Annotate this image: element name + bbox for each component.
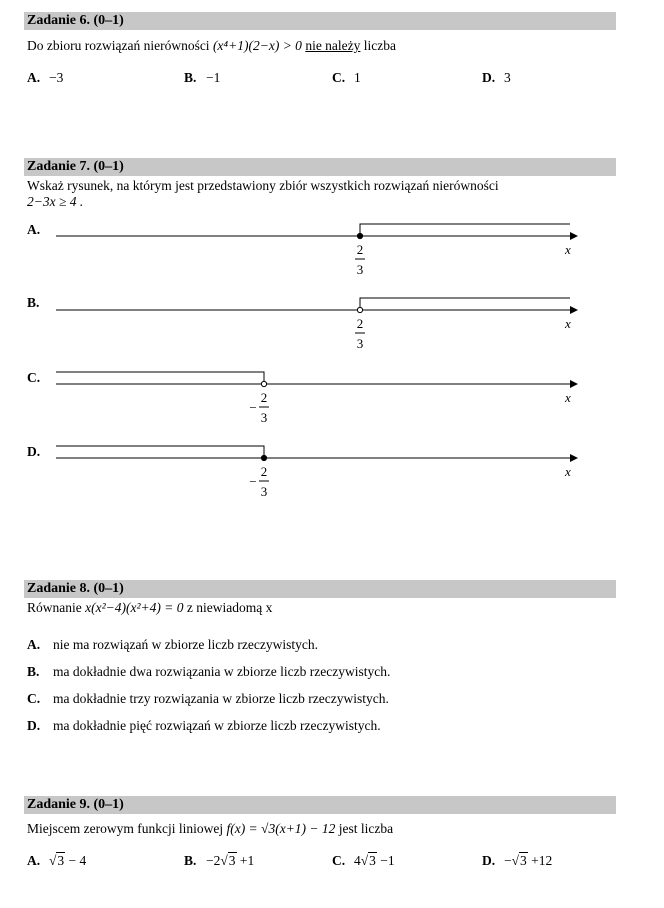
task-6-answer-d-value: 3 — [504, 70, 511, 85]
task-7-option-d-letter[interactable]: D. — [27, 444, 41, 459]
task-8-option-b-text: ma dokładnie dwa rozwiązania w zbiorze liczb rzeczywistych. — [53, 664, 391, 679]
task-9-question — [27, 821, 393, 837]
task-7-title: Zadanie 7. (0–1) — [27, 159, 124, 174]
task-7-option-a-numerator: 2 — [356, 242, 364, 257]
task-9-answer-c-pre: 4 — [354, 853, 361, 868]
task-6-answer-b-letter: B. — [184, 70, 197, 85]
task-6-answer-a-letter: A. — [27, 70, 41, 85]
task-9-answer-c-letter: C. — [332, 853, 346, 868]
task-8-option-c[interactable] — [27, 691, 389, 707]
task-9-answer-b-radicand: 3 — [228, 853, 236, 868]
task-9-answer-d-letter: D. — [482, 853, 496, 868]
task-8-option-a-letter: A. — [27, 637, 41, 652]
task-9-title: Zadanie 9. (0–1) — [27, 797, 124, 812]
task-6-question-post: liczba — [360, 38, 397, 53]
task-9-answer-b[interactable]: B. −2√3 +1 — [184, 853, 255, 868]
task-9-answer-c-radicand: 3 — [369, 853, 376, 868]
task-8-option-a[interactable] — [27, 637, 318, 653]
task-6-answer-b-value: −1 — [206, 70, 221, 85]
task-6-answer-b[interactable] — [184, 70, 220, 86]
task-9-answer-a-radicand: 3 — [57, 853, 65, 868]
task-7-option-d-minus: − — [249, 474, 257, 489]
task-9-answer-d-radicand: 3 — [520, 853, 527, 868]
task-9-answer-d[interactable]: D. −√3 +12 — [482, 853, 553, 868]
task-9-answer-a-post: − 4 — [65, 853, 87, 868]
task-7-option-a-denominator: 3 — [356, 262, 364, 277]
task-7-option-c-denominator: 3 — [260, 410, 268, 425]
task-7-option-b-axis-label: x — [565, 316, 571, 331]
task-7-option-c-axis-label: x — [565, 390, 571, 405]
task-9-answer-c[interactable]: C. 4√3 −1 — [332, 853, 395, 868]
task-7-question-line1: Wskaż rysunek, na którym jest przedstawiony zbiór wszystkich rozwiązań nierówności — [27, 178, 499, 193]
task-7-option-c-numerator: 2 — [260, 390, 268, 405]
task-6-inequality: (x⁴+1)(2−x) > 0 — [212, 38, 302, 53]
task-7-option-b-number-line[interactable] — [50, 292, 580, 352]
task-7-option-d-denominator: 3 — [260, 484, 268, 499]
task-7-option-a-axis-label: x — [565, 242, 571, 257]
task-6-answer-a-value: −3 — [49, 70, 64, 85]
task-7-option-a-number-line[interactable] — [50, 218, 580, 278]
task-9-question-pre: Miejscem zerowym funkcji liniowej — [27, 821, 227, 836]
task-8-option-d[interactable] — [27, 718, 381, 734]
task-6-title: Zadanie 6. (0–1) — [27, 13, 124, 28]
task-9-answer-d-pre: − — [504, 853, 512, 868]
task-9-answer-b-post: +1 — [236, 853, 255, 868]
task-8-option-d-letter: D. — [27, 718, 41, 733]
task-8-question — [27, 600, 272, 616]
task-8-equation: x(x²−4)(x²+4) = 0 — [85, 600, 184, 615]
task-6-answer-c-letter: C. — [332, 70, 346, 85]
task-6-answer-a[interactable] — [27, 70, 63, 86]
task-7-question-line2: 2−3x ≥ 4 . — [27, 194, 84, 209]
task-7-option-b-numerator: 2 — [356, 316, 364, 331]
task-7-option-c-letter[interactable]: C. — [27, 370, 41, 385]
task-9-question-post: jest liczba — [335, 821, 394, 836]
task-6-answer-d[interactable] — [482, 70, 511, 86]
task-6-answer-c[interactable] — [332, 70, 361, 86]
task-6-not-belong: nie należy — [305, 38, 361, 53]
task-9-answer-a[interactable]: A. √3 − 4 — [27, 853, 87, 868]
task-9-answer-c-post: −1 — [376, 853, 395, 868]
task-8-option-b-letter: B. — [27, 664, 40, 679]
task-6-question — [27, 38, 396, 54]
task-6-answer-c-value: 1 — [354, 70, 361, 85]
task-8-question-pre: Równanie — [27, 600, 86, 615]
task-9-answer-a-letter: A. — [27, 853, 41, 868]
task-7-option-a-letter[interactable]: A. — [27, 222, 41, 237]
task-7-option-d-axis-label: x — [565, 464, 571, 479]
task-7-option-d-numerator: 2 — [260, 464, 268, 479]
task-8-option-a-text: nie ma rozwiązań w zbiorze liczb rzeczywistych. — [53, 637, 318, 652]
task-8-question-post: z niewiadomą x — [183, 600, 273, 615]
task-6-answer-d-letter: D. — [482, 70, 496, 85]
task-7-option-d-number-line[interactable] — [50, 440, 580, 500]
task-9-answer-b-letter: B. — [184, 853, 197, 868]
task-8-option-c-text: ma dokładnie trzy rozwiązania w zbiorze liczb rzeczywistych. — [53, 691, 389, 706]
task-7-option-c-number-line[interactable] — [50, 366, 580, 426]
task-9-function: f(x) = √3(x+1) − 12 — [226, 821, 336, 836]
task-8-title: Zadanie 8. (0–1) — [27, 581, 124, 596]
task-8-option-d-text: ma dokładnie pięć rozwiązań w zbiorze liczb rzeczywistych. — [53, 718, 381, 733]
task-9-answer-d-post: +12 — [527, 853, 553, 868]
task-8-option-b[interactable] — [27, 664, 390, 680]
task-7-option-b-denominator: 3 — [356, 336, 364, 351]
task-7-option-b-letter[interactable]: B. — [27, 295, 40, 310]
task-6-question-pre: Do zbioru rozwiązań nierówności — [27, 38, 213, 53]
task-9-answer-b-pre: −2 — [206, 853, 221, 868]
task-7-option-c-minus: − — [249, 400, 257, 415]
task-8-option-c-letter: C. — [27, 691, 41, 706]
